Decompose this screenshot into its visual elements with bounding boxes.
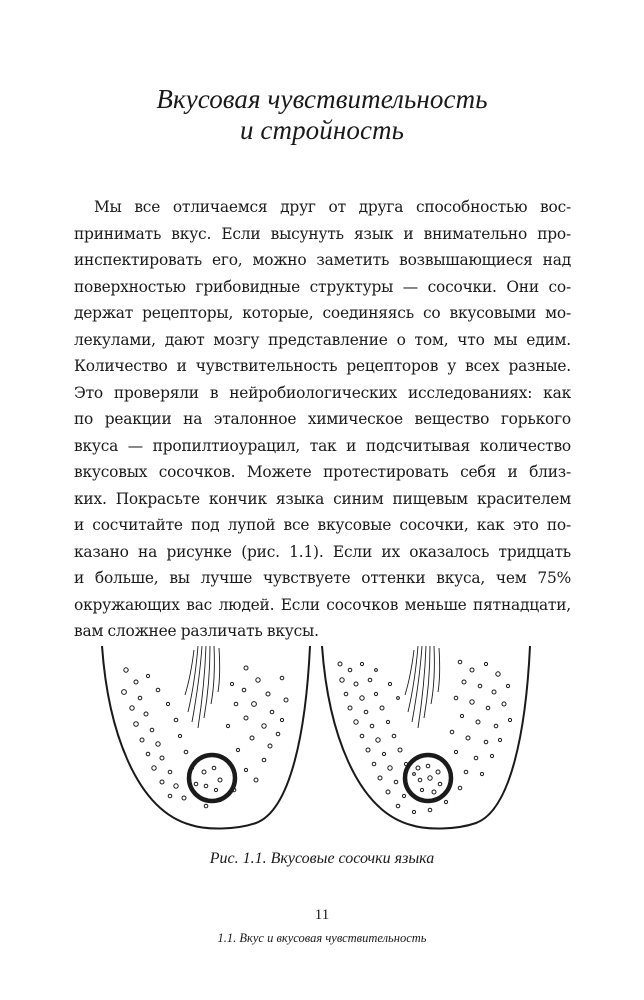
- left-tongue: [102, 646, 310, 829]
- section-title-line-1: Вкусовая чувствительность: [156, 84, 488, 114]
- body-line: окружающих вас людей. Если сосочков меньше пятнадцати,: [74, 595, 571, 614]
- body-line: инспектировать его, можно заметить возвышающиеся над: [74, 251, 571, 269]
- body-line: держат рецепторы, которые, соединяясь со вкусовыми мо-: [74, 304, 571, 322]
- body-line: по реакции на эталонное химическое вещество горького: [74, 410, 571, 428]
- right-tongue-magnifier-circle: [405, 755, 451, 801]
- tongue-figure: [96, 640, 556, 840]
- left-tongue-magnifier-circle: [189, 755, 235, 801]
- body-line: поверхностью грибовидные структуры — сосочки. Они со-: [74, 277, 571, 296]
- body-line: Это проверяли в нейробиологических исследованиях: как: [74, 383, 571, 402]
- body-line: и больше, вы лучше чувствуете оттенки вкуса, чем 75%: [74, 569, 571, 587]
- body-paragraph: [74, 194, 571, 645]
- body-line: принимать вкус. Если высунуть язык и внимательно про-: [74, 224, 571, 243]
- body-line: вкуса — пропилтиоурацил, так и подсчитывая количество: [74, 436, 571, 455]
- body-line: казано на рисунке (рис. 1.1). Если их оказалось тридцать: [74, 542, 571, 561]
- tongue-illustration: [96, 640, 556, 840]
- section-title: [0, 84, 644, 146]
- running-footer: 1.1. Вкус и вкусовая чувствительность: [217, 931, 427, 945]
- body-line: и сосчитайте под лупой все вкусовые сосочки, как это по-: [74, 516, 571, 534]
- section-title-line-2: и стройность: [239, 115, 405, 145]
- right-tongue: [322, 646, 530, 829]
- body-line: вам сложнее различать вкусы.: [74, 622, 319, 640]
- body-line: вкусовых сосочков. Можете протестировать себя и близ-: [74, 463, 571, 481]
- page-number: 11: [314, 907, 330, 923]
- figure-caption: Рис. 1.1. Вкусовые сосочки языка: [209, 850, 435, 867]
- body-line: Количество и чувствительность рецепторов у всех разные.: [74, 357, 571, 375]
- body-line: лекулами, дают мозгу представление о том, что мы едим.: [74, 330, 571, 349]
- left-tongue-groove: [185, 646, 220, 728]
- body-line: Мы все отличаемся друг от друга способностью вос-: [94, 198, 571, 216]
- right-tongue-groove: [405, 646, 440, 728]
- body-line: ких. Покрасьте кончик языка синим пищевым красителем: [74, 489, 571, 508]
